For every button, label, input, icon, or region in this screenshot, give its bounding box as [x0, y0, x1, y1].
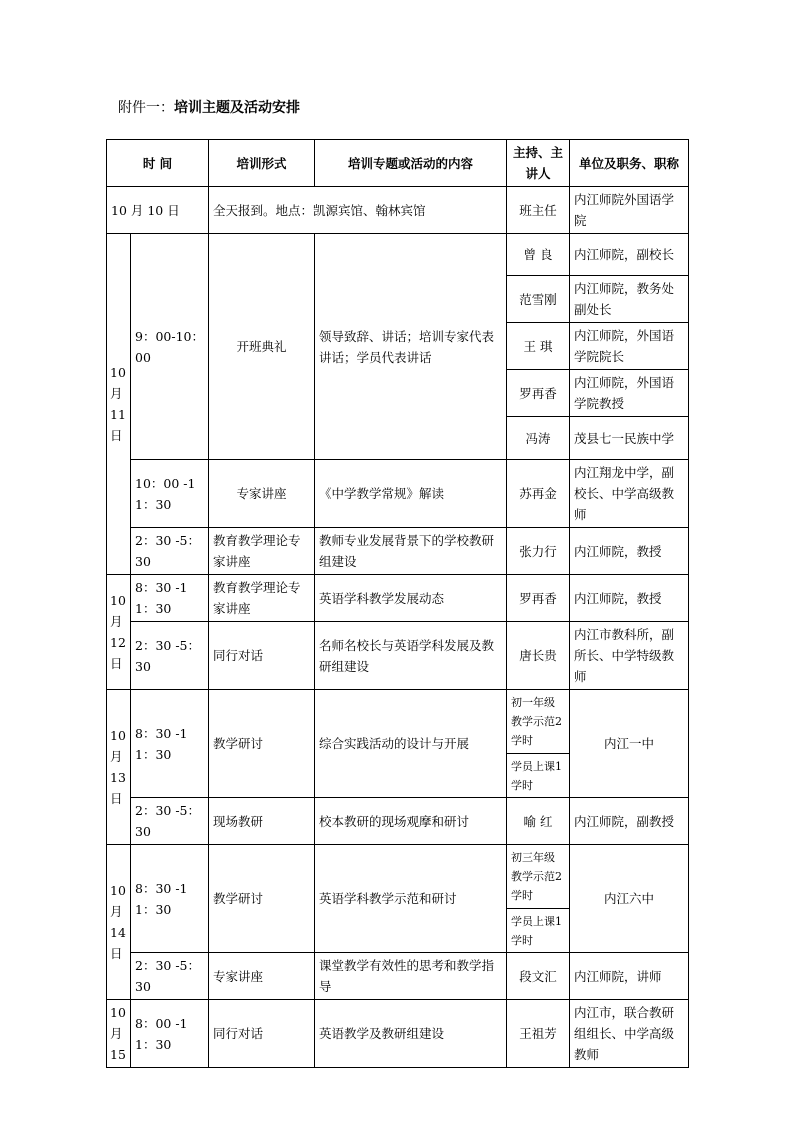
table-row	[107, 187, 689, 234]
host-cell: 段文汇	[507, 953, 570, 1000]
table-row	[107, 953, 689, 1000]
unit-cell: 内江师院，讲师	[570, 953, 689, 1000]
table-row	[107, 234, 689, 276]
host-cell: 曾 良	[507, 234, 570, 276]
date-cell: 10 月 10 日	[107, 187, 209, 234]
unit-cell: 内江师院，外国语学院院长	[570, 323, 689, 370]
time-cell: 8：30 -11：30	[131, 690, 209, 798]
time-cell: 9：00-10：00	[131, 234, 209, 460]
host-cell: 学员上课1学时	[507, 754, 570, 798]
host-cell: 罗再香	[507, 370, 570, 417]
unit-cell: 内江师院，外国语学院教授	[570, 370, 689, 417]
topic-cell: 领导致辞、讲话；培训专家代表讲话；学员代表讲话	[315, 234, 507, 460]
time-cell: 2：30 -5：30	[131, 528, 209, 575]
host-cell: 王 琪	[507, 323, 570, 370]
unit-cell: 内江师院，教务处副处长	[570, 276, 689, 323]
table-row	[107, 622, 689, 690]
content-cell: 全天报到。地点：凯源宾馆、翰林宾馆	[209, 187, 507, 234]
day-cell: 10月14日	[107, 845, 131, 1000]
host-cell: 王祖芳	[507, 1000, 570, 1068]
header-row	[107, 140, 689, 187]
day-cell: 10月15	[107, 1000, 131, 1068]
host-cell: 初三年级教学示范2学时	[507, 845, 570, 909]
form-cell: 同行对话	[209, 1000, 315, 1068]
topic-cell: 综合实践活动的设计与开展	[315, 690, 507, 798]
host-cell: 初一年级教学示范2学时	[507, 690, 570, 754]
time-cell: 8：30 -11：30	[131, 845, 209, 953]
time-cell: 8：30 -11：30	[131, 575, 209, 622]
day-cell: 10月11日	[107, 234, 131, 575]
page-title: 培训主题及活动安排	[174, 100, 300, 116]
table-row	[107, 1000, 689, 1068]
unit-cell: 茂县七一民族中学	[570, 417, 689, 460]
host-cell: 张力行	[507, 528, 570, 575]
header-host: 主持、主讲人	[507, 140, 570, 187]
time-cell: 2：30 -5：30	[131, 953, 209, 1000]
time-cell: 8：00 -11：30	[131, 1000, 209, 1068]
form-cell: 同行对话	[209, 622, 315, 690]
host-cell: 罗再香	[507, 575, 570, 622]
time-cell: 2：30 -5：30	[131, 622, 209, 690]
topic-cell: 校本教研的现场观摩和研讨	[315, 798, 507, 845]
unit-cell: 内江师院，副校长	[570, 234, 689, 276]
unit-cell: 内江市教科所，副所长、中学特级教师	[570, 622, 689, 690]
form-cell: 专家讲座	[209, 953, 315, 1000]
header-unit: 单位及职务、职称	[570, 140, 689, 187]
form-cell: 专家讲座	[209, 460, 315, 528]
schedule-table	[106, 139, 689, 1068]
header-form: 培训形式	[209, 140, 315, 187]
unit-cell: 内江翔龙中学，副校长、中学高级教师	[570, 460, 689, 528]
time-cell: 2：30 -5：30	[131, 798, 209, 845]
topic-cell: 课堂教学有效性的思考和教学指导	[315, 953, 507, 1000]
header-topic: 培训专题或活动的内容	[315, 140, 507, 187]
heading-prefix: 附件一：	[118, 100, 174, 116]
time-cell: 10：00 -11：30	[131, 460, 209, 528]
header-time: 时 间	[107, 140, 209, 187]
table-row	[107, 528, 689, 575]
day-cell: 10月13日	[107, 690, 131, 845]
host-cell: 唐长贵	[507, 622, 570, 690]
unit-cell: 内江师院，教授	[570, 528, 689, 575]
form-cell: 教育教学理论专家讲座	[209, 528, 315, 575]
topic-cell: 《中学教学常规》解读	[315, 460, 507, 528]
host-cell: 班主任	[507, 187, 570, 234]
host-cell: 苏再金	[507, 460, 570, 528]
table-row	[107, 460, 689, 528]
host-cell: 范雪刚	[507, 276, 570, 323]
page-heading	[118, 97, 300, 117]
table-row	[107, 575, 689, 622]
form-cell: 教学研讨	[209, 690, 315, 798]
unit-cell: 内江一中	[570, 690, 689, 798]
unit-cell: 内江师院外国语学院	[570, 187, 689, 234]
unit-cell: 内江市，联合教研组组长、中学高级教师	[570, 1000, 689, 1068]
unit-cell: 内江六中	[570, 845, 689, 953]
unit-cell: 内江师院，副教授	[570, 798, 689, 845]
host-cell: 冯涛	[507, 417, 570, 460]
form-cell: 教学研讨	[209, 845, 315, 953]
host-cell: 学员上课1学时	[507, 909, 570, 953]
topic-cell: 英语学科教学示范和研讨	[315, 845, 507, 953]
form-cell: 教育教学理论专家讲座	[209, 575, 315, 622]
unit-cell: 内江师院，教授	[570, 575, 689, 622]
topic-cell: 名师名校长与英语学科发展及教研组建设	[315, 622, 507, 690]
table-row	[107, 798, 689, 845]
form-cell: 开班典礼	[209, 234, 315, 460]
table-row	[107, 845, 689, 909]
topic-cell: 英语学科教学发展动态	[315, 575, 507, 622]
topic-cell: 英语教学及教研组建设	[315, 1000, 507, 1068]
topic-cell: 教师专业发展背景下的学校教研组建设	[315, 528, 507, 575]
form-cell: 现场教研	[209, 798, 315, 845]
day-cell: 10月12日	[107, 575, 131, 690]
table-row	[107, 690, 689, 754]
host-cell: 喻 红	[507, 798, 570, 845]
